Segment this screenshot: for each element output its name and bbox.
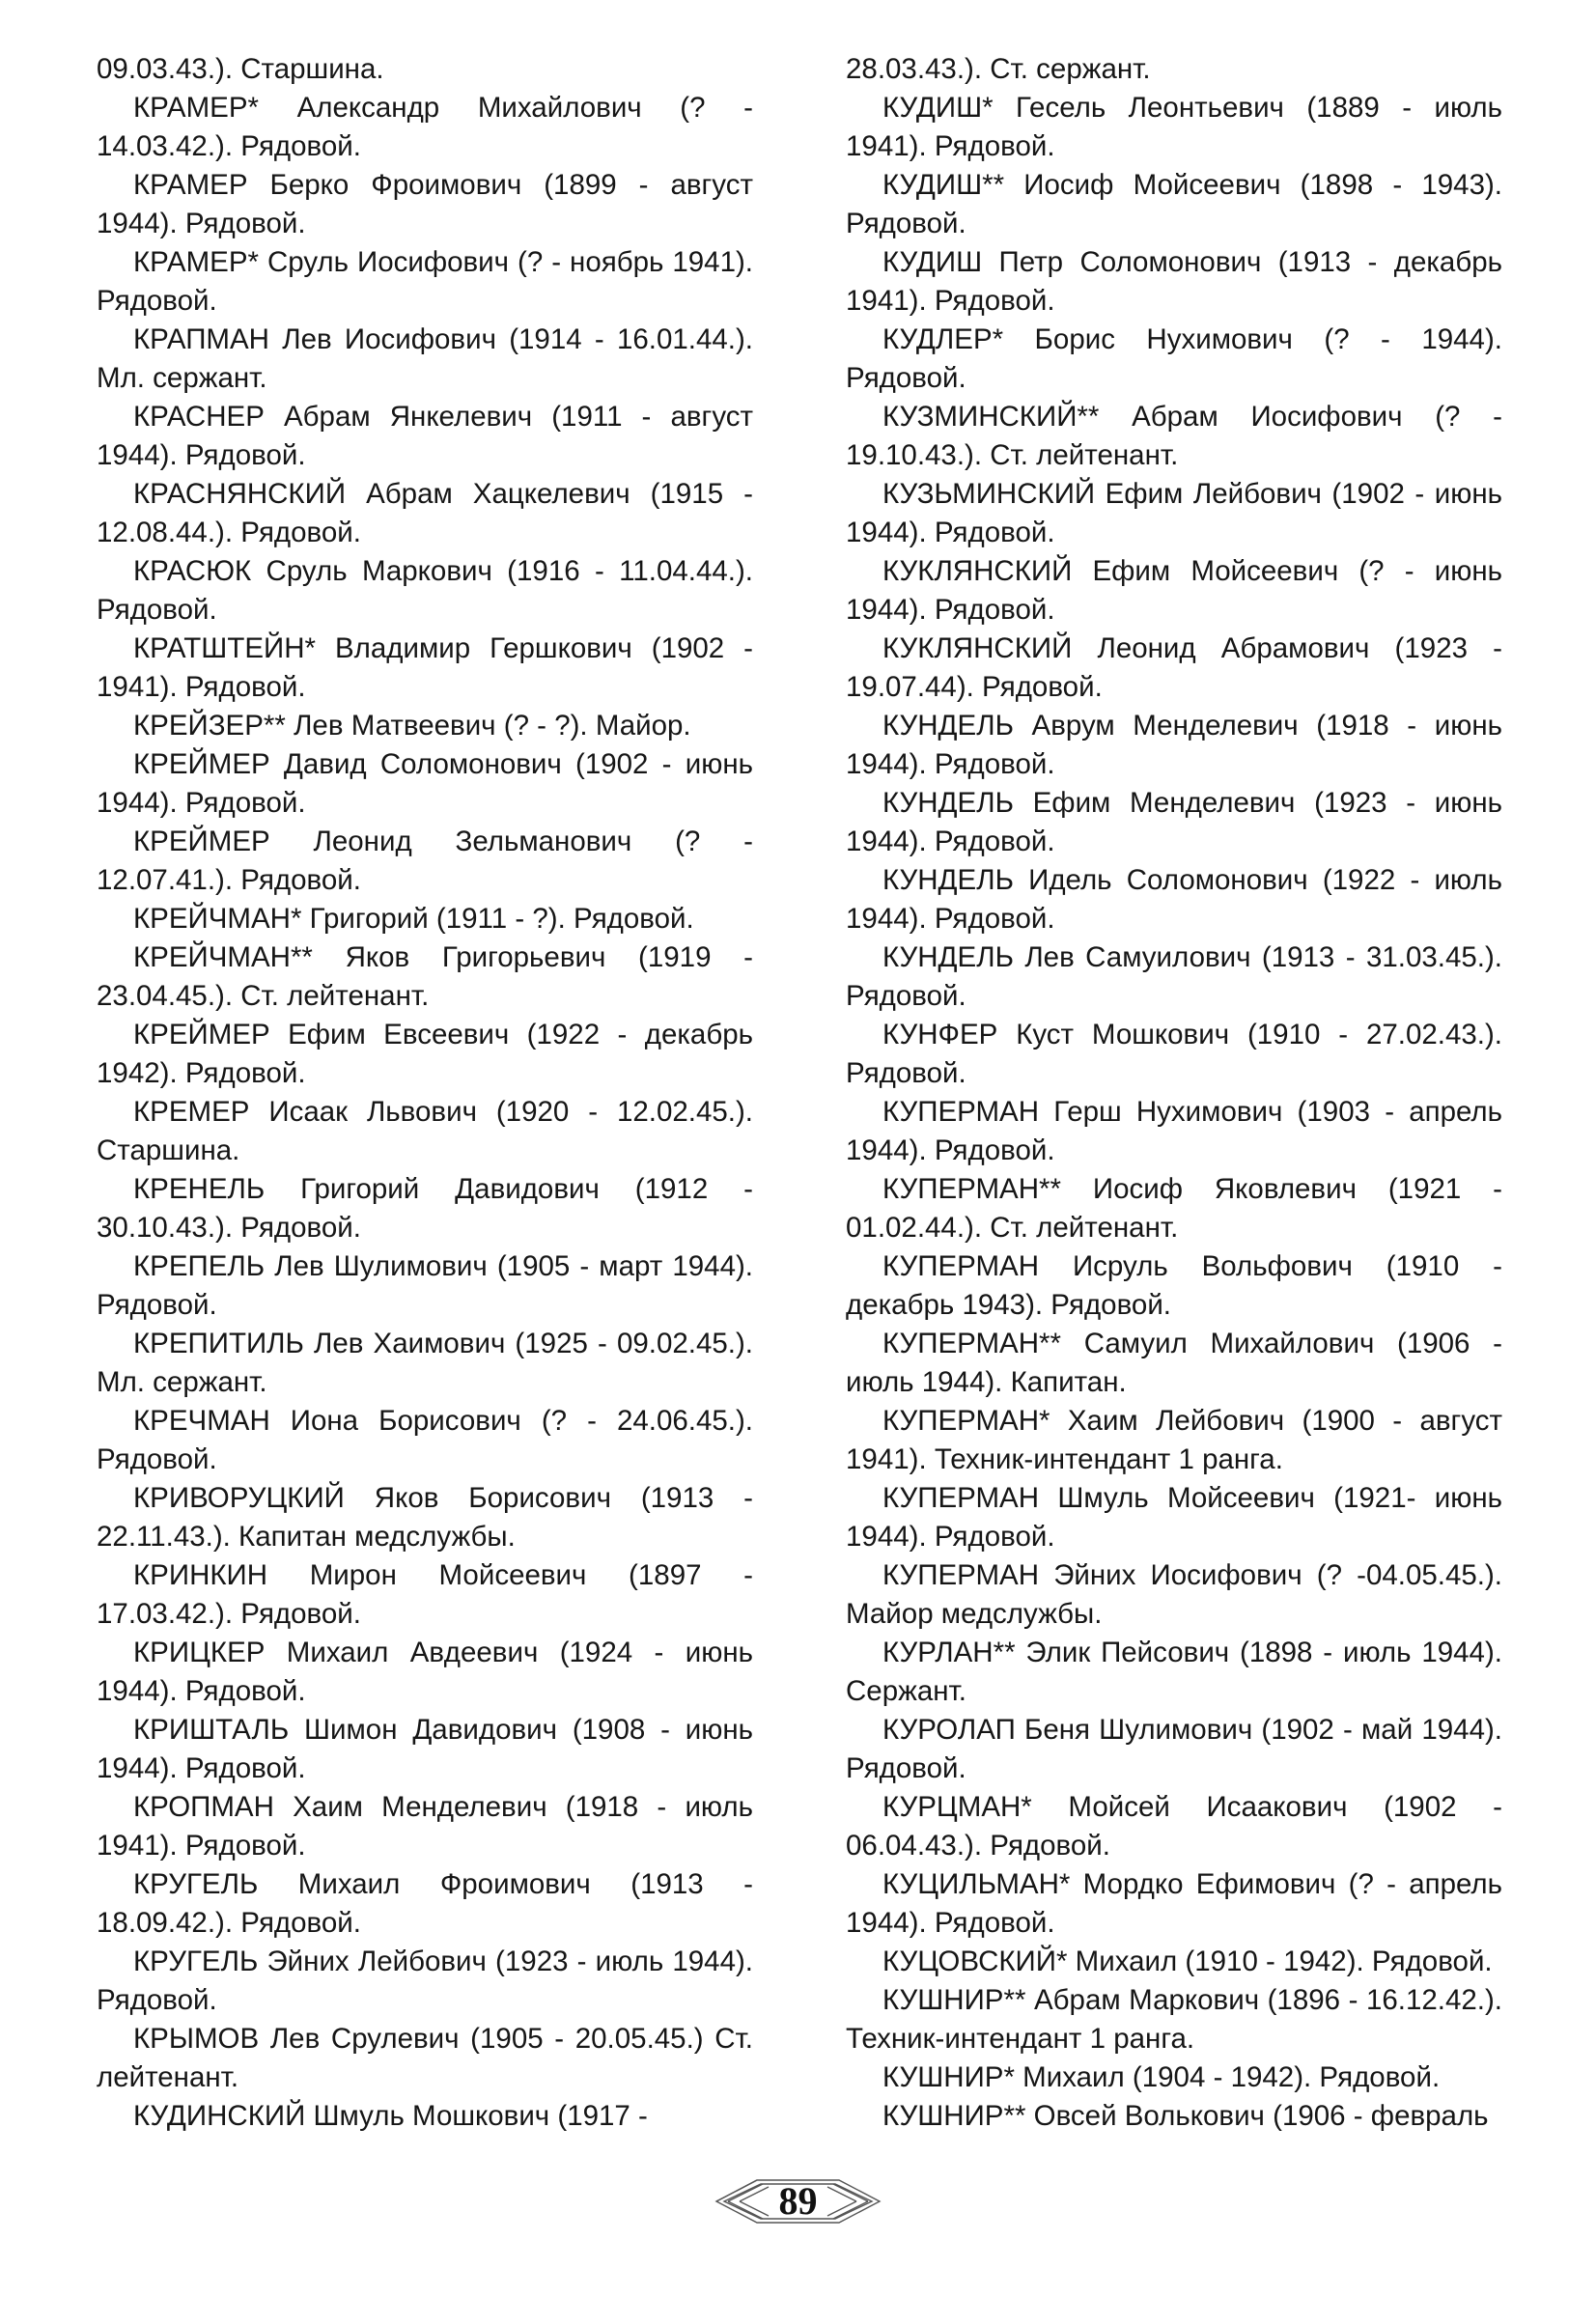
entry: КУШНИР** Абрам Маркович (1896 - 16.12.42.). Техник-интендант 1 ранга. [846, 1984, 1502, 2055]
entry: КУДИШ* Гесель Леонтьевич (1889 - июль 1941). Рядовой. [846, 92, 1502, 162]
entry: КРЕНЕЛЬ Григорий Давидович (1912 - 30.10.43.). Рядовой. [97, 1173, 753, 1244]
entry: КУДИНСКИЙ Шмуль Мошкович (1917 - [133, 2100, 648, 2132]
entry: КРУГЕЛЬ Михаил Фроимович (1913 - 18.09.42.). Рядовой. [97, 1868, 753, 1939]
entry: КРЕМЕР Исаак Львович (1920 - 12.02.45.). Старшина. [97, 1096, 753, 1166]
entry: КУНДЕЛЬ Ефим Менделевич (1923 - июнь 1944). Рядовой. [846, 787, 1502, 857]
entry: КРИВОРУЦКИЙ Яков Борисович (1913 - 22.11.43.). Капитан медслужбы. [97, 1482, 753, 1553]
entry: КРЕЙМЕР Давид Соломонович (1902 - июнь 1944). Рядовой. [97, 748, 753, 819]
entry: КРОПМАН Хаим Менделевич (1918 - июль 1941). Рядовой. [97, 1791, 753, 1862]
entry: КУНДЕЛЬ Идель Соломонович (1922 - июль 1944). Рядовой. [846, 864, 1502, 935]
entry: КУЦОВСКИЙ* Михаил (1910 - 1942). Рядовой. [882, 1946, 1493, 1977]
entry: КРАМЕР Берко Фроимович (1899 - август 1944). Рядовой. [97, 169, 753, 239]
entry: КРАСНЯНСКИЙ Абрам Хацкелевич (1915 - 12.08.44.). Рядовой. [97, 478, 753, 548]
entry: КУПЕРМАН** Иосиф Яковлевич (1921 - 01.02.44.). Ст. лейтенант. [846, 1173, 1502, 1244]
entry: КРАСНЕР Абрам Янкелевич (1911 - август 1944). Рядовой. [97, 401, 753, 471]
entry: КУПЕРМАН* Хаим Лейбович (1900 - август 1941). Техник-интендант 1 ранга. [846, 1405, 1502, 1475]
entry: КУДЛЕР* Борис Нухимович (? - 1944). Рядовой. [846, 323, 1502, 394]
entry: КРАМЕР* Сруль Иосифович (? - ноябрь 1941). Рядовой. [97, 246, 753, 317]
entry: КРАМЕР* Александр Михайлович (? - 14.03.42.). Рядовой. [97, 92, 753, 162]
page-number-ornament [714, 2174, 882, 2228]
entry: КУНДЕЛЬ Аврум Менделевич (1918 - июнь 1944). Рядовой. [846, 710, 1502, 780]
entry: 28.03.43.). Ст. сержант. [846, 53, 1151, 85]
entry: КУЗЬМИНСКИЙ Ефим Лейбович (1902 - июнь 1944). Рядовой. [846, 478, 1502, 548]
entry: КРИНКИН Мирон Мойсеевич (1897 - 17.03.42.). Рядовой. [97, 1559, 753, 1630]
entry: КУШНИР* Михаил (1904 - 1942). Рядовой. [882, 2061, 1441, 2093]
entry: КРЕЙМЕР Ефим Евсеевич (1922 - декабрь 1942). Рядовой. [97, 1019, 753, 1089]
entry: КУНДЕЛЬ Лев Самуилович (1913 - 31.03.45.). Рядовой. [846, 941, 1502, 1012]
entry: КУЗМИНСКИЙ** Абрам Иосифович (? - 19.10.43.). Ст. лейтенант. [846, 401, 1502, 471]
entry: КУШНИР** Овсей Волькович (1906 - февраль [882, 2100, 1489, 2132]
entry: КУДИШ** Иосиф Мойсеевич (1898 - 1943). Рядовой. [846, 169, 1502, 239]
entry: КРЕЙМЕР Леонид Зельманович (? - 12.07.41.). Рядовой. [97, 826, 753, 896]
entry: КРЕЙЧМАН** Яков Григорьевич (1919 - 23.04.45.). Ст. лейтенант. [97, 941, 753, 1012]
entry: КРИШТАЛЬ Шимон Давидович (1908 - июнь 1944). Рядовой. [97, 1714, 753, 1784]
entry: КРЫМОВ Лев Срулевич (1905 - 20.05.45.) Ст. лейтенант. [97, 2023, 753, 2093]
entry: КУРОЛАП Беня Шулимович (1902 - май 1944). Рядовой. [846, 1714, 1502, 1784]
entry: КУПЕРМАН Герш Нухимович (1903 - апрель 1944). Рядовой. [846, 1096, 1502, 1166]
entry: КРЕПИТИЛЬ Лев Хаимович (1925 - 09.02.45.). Мл. сержант. [97, 1328, 753, 1398]
entry: КУНФЕР Куст Мошкович (1910 - 27.02.43.). Рядовой. [846, 1019, 1502, 1089]
entry: КУКЛЯНСКИЙ Ефим Мойсеевич (? - июнь 1944). Рядовой. [846, 555, 1502, 626]
entry: КУЦИЛЬМАН* Мордко Ефимович (? - апрель 1944). Рядовой. [846, 1868, 1502, 1939]
left-column [97, 50, 753, 2136]
entry: КРЕЧМАН Иона Борисович (? - 24.06.45.). Рядовой. [97, 1405, 753, 1475]
entry: КУКЛЯНСКИЙ Леонид Абрамович (1923 - 19.07.44). Рядовой. [846, 632, 1502, 703]
entry: КРАТШТЕЙН* Владимир Гершкович (1902 - 1941). Рядовой. [97, 632, 753, 703]
entry: КРАПМАН Лев Иосифович (1914 - 16.01.44.). Мл. сержант. [97, 323, 753, 394]
entry: КРЕПЕЛЬ Лев Шулимович (1905 - март 1944). Рядовой. [97, 1250, 753, 1321]
entry: КРИЦКЕР Михаил Авдеевич (1924 - июнь 1944). Рядовой. [97, 1637, 753, 1707]
entry: КУПЕРМАН Эйних Иосифович (? -04.05.45.). Майор медслужбы. [846, 1559, 1502, 1630]
entry: КУРЦМАН* Мойсей Исаакович (1902 - 06.04.43.). Рядовой. [846, 1791, 1502, 1862]
entry: КУПЕРМАН** Самуил Михайлович (1906 - июль 1944). Капитан. [846, 1328, 1502, 1398]
entry: 09.03.43.). Старшина. [97, 53, 384, 85]
page-number: 89 [778, 2179, 818, 2223]
entry: КУРЛАН** Элик Пейсович (1898 - июль 1944). Сержант. [846, 1637, 1502, 1707]
entry: КУДИШ Петр Соломонович (1913 - декабрь 1941). Рядовой. [846, 246, 1502, 317]
entry: КУПЕРМАН Шмуль Мойсеевич (1921- июнь 1944). Рядовой. [846, 1482, 1502, 1553]
right-column [846, 50, 1502, 2136]
entry: КУПЕРМАН Исруль Вольфович (1910 - декабрь 1943). Рядовой. [846, 1250, 1502, 1321]
entry: КРАСЮК Сруль Маркович (1916 - 11.04.44.). Рядовой. [97, 555, 753, 626]
entry: КРЕЙЧМАН* Григорий (1911 - ?). Рядовой. [133, 903, 694, 935]
entry: КРУГЕЛЬ Эйних Лейбович (1923 - июль 1944). Рядовой. [97, 1946, 753, 2016]
entry: КРЕЙЗЕР** Лев Матвеевич (? - ?). Майор. [133, 710, 691, 742]
